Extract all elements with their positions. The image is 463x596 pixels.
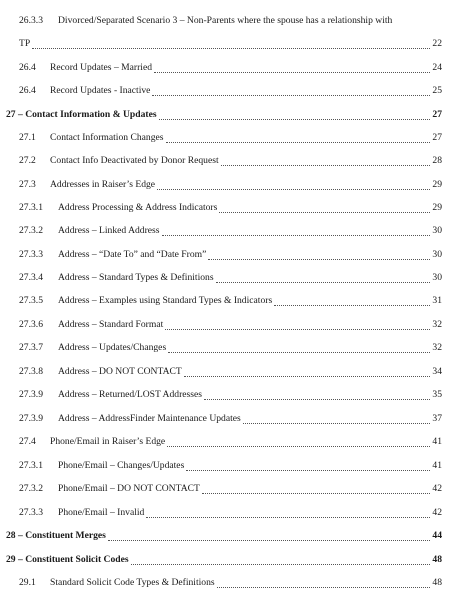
toc-entry-page: 44	[432, 530, 442, 541]
toc-leader	[166, 128, 431, 143]
toc-leader	[157, 175, 430, 190]
toc-entry-number: 27.2	[19, 155, 36, 166]
toc-entry-27-3-1[interactable]	[0, 201, 463, 215]
toc-entry-number: 27.3.1	[19, 460, 43, 471]
toc-entry-page: 35	[432, 389, 442, 400]
toc-entry-26-4-inactive[interactable]	[0, 84, 463, 98]
toc-leader	[221, 151, 431, 166]
toc-entry-number: 26.4	[19, 85, 36, 96]
toc-entry-page: 41	[432, 460, 442, 471]
toc-entry-page: 27	[432, 132, 442, 143]
toc-leader	[243, 409, 431, 424]
toc-entry-title: Address – Standard Format	[58, 319, 164, 330]
toc-entry-29-1[interactable]	[0, 576, 463, 590]
toc-entry-title: Contact Info Deactivated by Donor Request	[50, 155, 219, 166]
toc-entry-page: 48	[432, 577, 442, 588]
toc-entry-number: 27.3.7	[19, 342, 43, 353]
toc-entry-26-4-married[interactable]	[0, 61, 463, 75]
toc-entry-title: Address – Returned/LOST Addresses	[58, 389, 202, 400]
toc-entry-number: 27.3.1	[19, 202, 43, 213]
toc-section-29[interactable]	[0, 553, 463, 567]
toc-leader	[159, 105, 431, 120]
toc-leader	[152, 81, 430, 96]
toc-entry-title: Phone/Email in Raiser’s Edge	[50, 436, 166, 447]
toc-entry-title: Divorced/Separated Scenario 3 – Non-Parents where the spouse has a relationship with	[58, 15, 393, 26]
toc-entry-page: 32	[432, 319, 442, 330]
toc-entry-number: 29.1	[19, 577, 36, 588]
toc-entry-title: Standard Solicit Code Types & Definitions	[50, 577, 215, 588]
toc-leader	[108, 526, 430, 541]
toc-entry-title: Record Updates - Inactive	[50, 85, 151, 96]
toc-leader	[208, 245, 430, 260]
toc-entry-title: Address – Updates/Changes	[58, 342, 167, 353]
toc-leader	[32, 34, 430, 49]
toc-entry-number: 26.3.3	[19, 15, 43, 26]
toc-leader	[184, 362, 431, 377]
toc-entry-title: Address – DO NOT CONTACT	[58, 366, 182, 377]
toc-entry-number: 27.1	[19, 132, 36, 143]
toc-entry-page: 30	[432, 249, 442, 260]
toc-entry-27-3-8[interactable]	[0, 365, 463, 379]
toc-entry-number: 27.3.5	[19, 295, 43, 306]
toc-section-27[interactable]	[0, 108, 463, 122]
toc-entry-number: 27.3.3	[19, 249, 43, 260]
toc-entry-page: 25	[432, 85, 442, 96]
toc-entry-26-3-3[interactable]	[0, 14, 463, 28]
toc-entry-page: 29	[432, 179, 442, 190]
toc-entry-title: Address – Examples using Standard Types & Indicators	[58, 295, 273, 306]
toc-entry-number: 27.3.3	[19, 507, 43, 518]
toc-entry-number: 26.4	[19, 62, 36, 73]
toc-entry-27-2[interactable]	[0, 154, 463, 168]
toc-entry-title: 28 – Constituent Merges	[6, 530, 106, 541]
toc-entry-27-3-6[interactable]	[0, 318, 463, 332]
toc-leader	[154, 58, 430, 73]
toc-entry-27-3-4[interactable]	[0, 271, 463, 285]
toc-entry-page: 29	[432, 202, 442, 213]
toc-entry-27-1[interactable]	[0, 131, 463, 145]
toc-leader	[274, 291, 430, 306]
toc-entry-number: 27.3.6	[19, 319, 43, 330]
toc-entry-page: 28	[432, 155, 442, 166]
toc-entry-page: 27	[432, 109, 442, 120]
toc-entry-page: 22	[432, 38, 442, 49]
toc-entry-title: 29 – Constituent Solicit Codes	[6, 554, 129, 565]
toc-entry-27-3[interactable]	[0, 178, 463, 192]
toc-section-28[interactable]	[0, 529, 463, 543]
toc-entry-number: 27.3	[19, 179, 36, 190]
toc-entry-number: 27.3.2	[19, 483, 43, 494]
toc-entry-title: 27 – Contact Information & Updates	[6, 109, 157, 120]
toc-entry-page: 30	[432, 272, 442, 283]
toc-entry-page: 48	[432, 554, 442, 565]
toc-leader	[204, 385, 430, 400]
toc-entry-page: 41	[432, 436, 442, 447]
toc-leader	[167, 432, 430, 447]
toc-entry-27-3-3[interactable]	[0, 248, 463, 262]
toc-entry-27-3-7[interactable]	[0, 341, 463, 355]
toc-entry-title: Phone/Email – Invalid	[58, 507, 145, 518]
toc-entry-page: 42	[432, 507, 442, 518]
toc-leader	[216, 268, 431, 283]
toc-entry-page: 24	[432, 62, 442, 73]
toc-entry-27-4[interactable]	[0, 435, 463, 449]
toc-entry-title: Address – AddressFinder Maintenance Updates	[58, 413, 241, 424]
toc-entry-number: 27.4	[19, 436, 36, 447]
toc-leader	[146, 503, 430, 518]
toc-entry-page: 37	[432, 413, 442, 424]
toc-entry-title: Record Updates – Married	[50, 62, 153, 73]
toc-entry-title: TP	[19, 38, 31, 49]
toc-leader	[202, 479, 431, 494]
toc-entry-number: 27.3.4	[19, 272, 43, 283]
toc-entry-27-3-3-phone[interactable]	[0, 506, 463, 520]
toc-entry-title: Phone/Email – DO NOT CONTACT	[58, 483, 200, 494]
toc-entry-27-3-9-returned[interactable]	[0, 388, 463, 402]
toc-leader	[131, 550, 431, 565]
toc-entry-27-3-2[interactable]	[0, 224, 463, 238]
toc-entry-number: 27.3.9	[19, 389, 43, 400]
toc-leader	[165, 315, 430, 330]
toc-entry-title: Address – Standard Types & Definitions	[58, 272, 214, 283]
toc-entry-number: 27.3.2	[19, 225, 43, 236]
toc-entry-page: 32	[432, 342, 442, 353]
toc-entry-26-3-3-continued[interactable]	[0, 37, 463, 51]
toc-entry-number: 27.3.9	[19, 413, 43, 424]
toc-entry-27-3-5[interactable]	[0, 294, 463, 308]
toc-entry-title: Address – Linked Address	[58, 225, 160, 236]
toc-entry-title: Contact Information Changes	[50, 132, 164, 143]
toc-leader	[186, 456, 430, 471]
toc-entry-27-3-1-phone[interactable]	[0, 459, 463, 473]
toc-entry-title: Address – “Date To” and “Date From”	[58, 249, 207, 260]
toc-entry-27-3-9-addressfinder[interactable]	[0, 412, 463, 426]
toc-entry-title: Addresses in Raiser’s Edge	[50, 179, 156, 190]
toc-entry-title: Phone/Email – Changes/Updates	[58, 460, 185, 471]
toc-leader	[162, 221, 431, 236]
toc-leader	[217, 573, 431, 588]
toc-entry-page: 42	[432, 483, 442, 494]
toc-entry-page: 34	[432, 366, 442, 377]
toc-entry-title: Address Processing & Address Indicators	[58, 202, 218, 213]
toc-leader	[168, 338, 430, 353]
toc-entry-page: 30	[432, 225, 442, 236]
toc-leader	[219, 198, 430, 213]
toc-entry-page: 31	[432, 295, 442, 306]
toc-entry-27-3-2-phone[interactable]	[0, 482, 463, 496]
toc-entry-number: 27.3.8	[19, 366, 43, 377]
